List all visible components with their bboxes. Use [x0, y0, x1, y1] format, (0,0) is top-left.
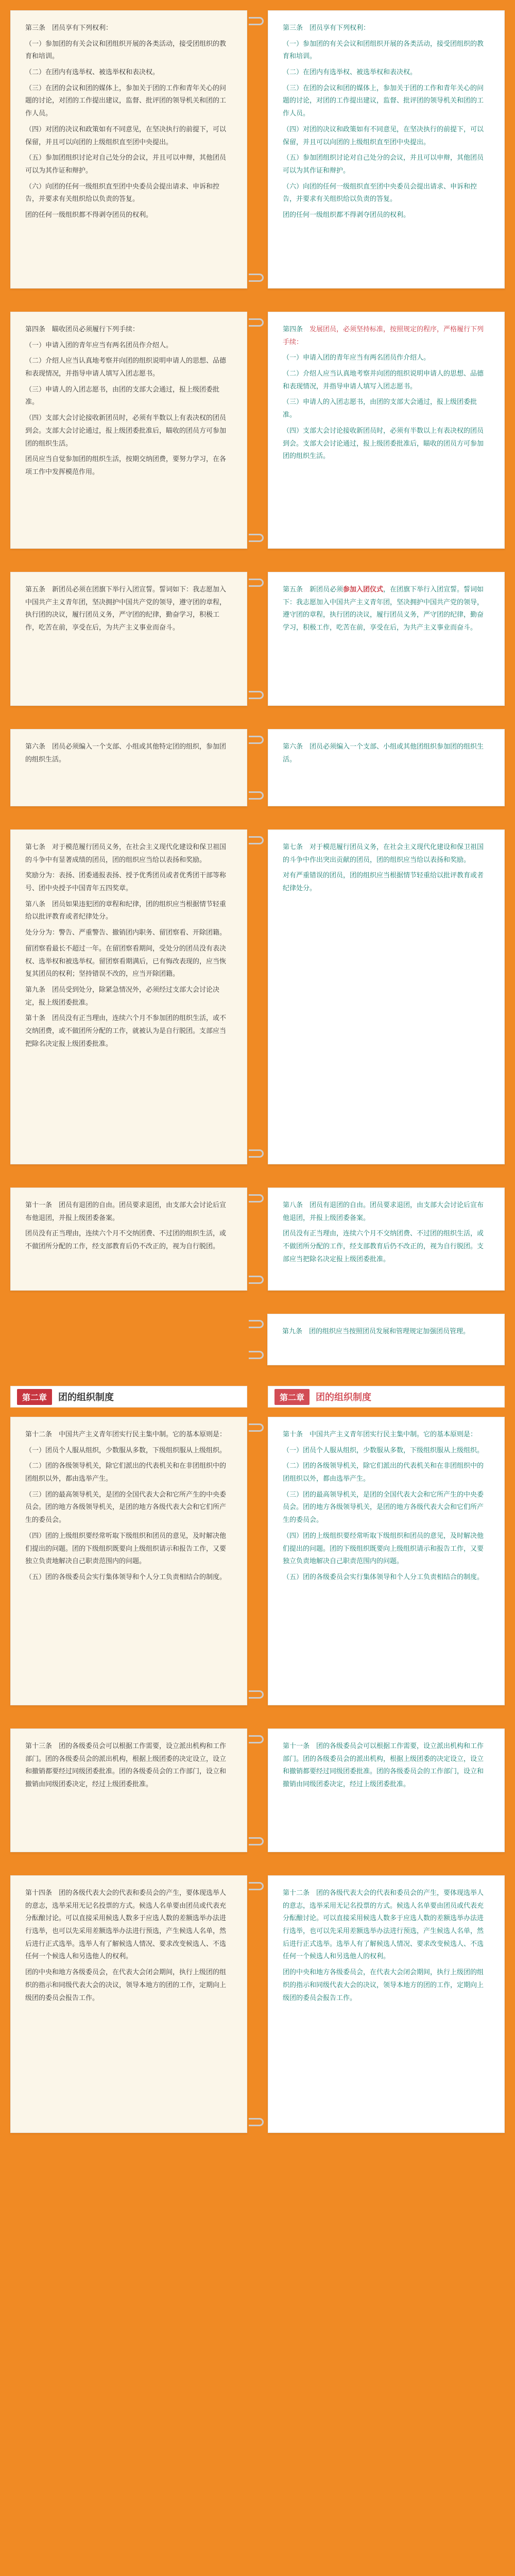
article-row: [10, 572, 505, 706]
article-row: [10, 10, 505, 289]
binder-ring-icon: [249, 579, 264, 587]
right-column: [268, 729, 505, 806]
article-row: [10, 1417, 505, 1705]
chapter-badge: 第二章: [17, 1389, 52, 1405]
paragraph: （三）申请人的入团志愿书，由团的支部大会通过，报上级团委批准。: [283, 398, 477, 419]
paragraph: 第十二条 团的各级代表大会的代表和委员会的产生，要体现选举人的意志，选举采用无记名投票的方式。候选人名单要由团员或代表充分酝酿讨论。可以直接采用候选人数多于应选人数的差额选举办法进行选举，也可以先采用差额选举办法进行预选，产生候选人名单，然后进行正式选举。选举人有了解候选人情况、要求改变候选人、不选任何一个候选人和另选他人的权利。: [283, 1889, 484, 1961]
paragraph: 第十二条 中国共产主义青年团实行民主集中制。它的基本原则是：: [25, 1431, 227, 1438]
paragraph: 第四条 瞄收团员必须履行下列手续：: [25, 326, 140, 333]
right-chapter-header: [268, 1386, 505, 1408]
left-column: [10, 1875, 247, 2133]
left-column: [10, 10, 247, 289]
right-column: [268, 1188, 505, 1291]
left-column: [10, 1728, 247, 1852]
paragraph: 第六条 团员必须编入一个支部、小组或其他特定团的组织，参加团的组织生活。: [25, 743, 227, 764]
paragraph: [283, 584, 490, 635]
left-column: [10, 829, 247, 1164]
article-row: [10, 1875, 505, 2133]
paragraph: 团员没有正当理由，连续六个月不交纳团费、不过团的组织生活，或不做团所分配的工作，经支部教育后仍不改正的，视为自行脱团。支部应当把除名决定报上级团委批准。: [283, 1230, 484, 1263]
right-column: [268, 312, 505, 549]
left-column: [10, 572, 247, 706]
binder-ring-icon: [249, 1194, 264, 1202]
paragraph: 第五条 新团员必须在团旗下举行入团宣誓。誓词如下：我志愿加入中国共产主义青年团，坚决拥护中国共产党的领导，遵守团的章程，执行团的决议，履行团员义务，严守团的纪律，勤奋学习，积极工作，吃苦在前，享受在后，为共产主义事业而奋斗。: [25, 586, 227, 632]
paragraph: 对有严重错误的团员，团的组织应当根据情节轻重给以批评教育或者纪律处分。: [283, 872, 484, 893]
article-row: [10, 829, 505, 1164]
article-text: ，在团旗下举行入团宣誓。誓词如下：我志愿加入中国共产主义青年团，坚决拥护中国共产党的领导，遵守团的章程，执行团的决议，履行团员义务，严守团的纪律，勤奋学习，积极工作，吃苦在前，享受在后，为共产主义事业而奋斗。: [283, 586, 484, 632]
paragraph: （一）申请入团的青年应当有两名团员作介绍人。: [25, 341, 173, 349]
paragraph: （一）参加团的有关会议和团组织开展的各类活动，接受团组织的教育和培训。: [25, 40, 227, 61]
paragraph: 第九条 团员受到处分，除紧急情况外，必须经过支部大会讨论决定，报上级团委批准。: [25, 986, 220, 1007]
right-column: [267, 1314, 505, 1365]
paragraph: （一）团员个人服从组织，少数服从多数，下级组织服从上级组织。: [25, 1446, 227, 1454]
binder-ring-icon: [249, 1690, 264, 1699]
paragraph: （一）团员个人服从组织，少数服从多数，下级组织服从上级组织。: [283, 1446, 484, 1454]
paragraph: 第十一条 团员有退团的自由。团员要求退团，由支部大会讨论后宣布他退团，并报上级团委备案。: [25, 1201, 227, 1222]
paragraph: 第十条 团员没有正当理由，连续六个月不参加团的组织生活，或不交纳团费，或不做团所分配的工作，就被认为是自行脱团。支部应当把除名决定报上级团委批准。: [25, 1014, 227, 1048]
paragraph: 第十三条 团的各级委员会可以根据工作需要，设立派出机构和工作部门。团的各级委员会的派出机构，根据上级团委的决定设立，设立和撤销都要经过同级团委批准。团的各级委员会的工作部门，设立和撤销由同级团委决定，经过上级团委批准。: [25, 1742, 227, 1789]
binder-ring-icon: [249, 1882, 264, 1890]
paragraph: 留团察看最长不超过一年。在留团察看期间，受处分的团员没有表决权、选举权和被选举权。留团察看期满后，已有悔改表现的，应当恢复其团员的权利；坚持错误不改的，应当开除团籍。: [25, 944, 227, 978]
right-column: [268, 1728, 505, 1852]
paragraph: 第八条 团员有退团的自由。团员要求退团，由支部大会讨论后宣布他退团，并报上级团委备案。: [283, 1201, 484, 1222]
paragraph: （三）申请人的入团志愿书，由团的支部大会通过，报上级团委批准。: [25, 385, 220, 406]
paragraph: 第十条 中国共产主义青年团实行民主集中制。它的基本原则是：: [283, 1431, 477, 1438]
paragraph: 第七条 对于模范履行团员义务，在社会主义现代化建设和保卫祖国的斗争中有显著成绩的团员，团的组织应当给以表扬和奖励。: [25, 843, 227, 864]
paragraph: [283, 324, 490, 349]
document-page: [10, 10, 505, 2576]
paragraph: （四）团的上级组织要经常听取下级组织和团员的意见，及时解决他们提出的问题。团的下级组织既要向上级组织请示和报告工作，又要独立负责地解决自己职责范围内的问题。: [283, 1532, 484, 1566]
paragraph: （五）参加团组织讨论对自己处分的会议，并且可以申辩，其他团员可以为其作证和辩护。: [283, 154, 484, 175]
binder-ring-icon: [249, 836, 264, 844]
right-column: [268, 1417, 505, 1705]
paragraph: （二）团的各级领导机关，除它们派出的代表机关和在非团组织中的团组织以外，都由选举产生。: [283, 1462, 484, 1483]
right-column: [268, 572, 505, 706]
article-row: [10, 312, 505, 549]
right-column: [268, 1875, 505, 2133]
highlighted-text: 参加入团仪式: [343, 586, 384, 594]
chapter-title: 团的组织制度: [58, 1392, 114, 1403]
paragraph: 第六条 团员必须编入一个支部、小组或其他团组织参加团的组织生活。: [283, 743, 484, 764]
chapter-header-row: [10, 1386, 505, 1408]
chapter-badge: 第二章: [274, 1389, 310, 1405]
paragraph: （三）在团的会议和团的媒体上，参加关于团的工作和青年关心的问题的讨论，对团的工作提出建议，监督、批评团的领导机关和团的工作人员。: [283, 84, 484, 118]
paragraph: 团的中央和地方各级委员会，在代表大会闭会期间，执行上级团的组织的指示和同级代表大会的决议，领导本地方的团的工作，定期向上级团的委员会报告工作。: [25, 1969, 227, 2002]
binder-ring-icon: [249, 691, 264, 699]
paragraph: 处分分为：警告、严重警告、撤销团内职务、留团察看、开除团籍。: [25, 929, 227, 937]
left-chapter-header: [10, 1386, 247, 1408]
paragraph: （五）团的各级委员会实行集体领导和个人分工负责相结合的制度。: [283, 1573, 484, 1581]
binder-ring-icon: [249, 1351, 264, 1359]
left-column: [10, 729, 247, 806]
paragraph: 第三条 团员享有下列权利：: [283, 24, 370, 32]
paragraph: （五）参加团组织讨论对自己处分的会议，并且可以申辩，其他团员可以为其作证和辩护。: [25, 154, 227, 175]
binder-ring-icon: [249, 1320, 264, 1328]
paragraph: （四）支部大会讨论接收新团员时，必须有半数以上有表决权的团员到会。支部大会讨论通过，报上级团委批准后，瞄收的团员方可参加团的组织生活。: [25, 414, 227, 448]
paragraph: （六）向团的任何一级组织直至团中央委员会提出请求、申诉和控告，并要求有关组织给以负责的答复。: [25, 182, 220, 204]
paragraph: （三）在团的会议和团的媒体上，参加关于团的工作和青年关心的问题的讨论，对团的工作提出建议，监督、批评团的领导机关和团的工作人员。: [25, 84, 227, 118]
paragraph: 第十四条 团的各级代表大会的代表和委员会的产生，要体现选举人的意志，选举采用无记名投票的方式。候选人名单要由团员或代表充分酝酿讨论。可以直接采用候选人数多于应选人数的差额选举办法进行选举，也可以先采用差额选举办法进行预选，产生候选人名单，然后进行正式选举。选举人有了解候选人情况、要求改变候选人、不选任何一个候选人和另选他人的权利。: [25, 1889, 227, 1961]
paragraph: （五）团的各级委员会实行集体领导和个人分工负责相结合的制度。: [25, 1573, 227, 1581]
paragraph: （四）团的上级组织要经常听取下级组织和团员的意见，及时解决他们提出的问题。团的下级组织既要向上级组织请示和报告工作，又要独立负责地解决自己职责范围内的问题。: [25, 1532, 227, 1566]
article-label: 第四条: [283, 326, 310, 333]
binder-ring-icon: [249, 318, 264, 327]
paragraph: 第七条 对于模范履行团员义务，在社会主义现代化建设和保卫祖国的斗争中作出突出贡献的团员，团的组织应当给以表扬和奖励。: [283, 843, 484, 864]
left-column: [10, 312, 247, 549]
paragraph: （二）介绍人应当认真地考察并向团的组织说明申请人的思想、品德和表现情况，并指导申请人填写入团志愿书。: [25, 357, 227, 378]
paragraph: 第八条 团员如果违犯团的章程和纪律，团的组织应当根据情节轻重给以批评教育或者纪律处分。: [25, 900, 227, 921]
paragraph: 第十一条 团的各级委员会可以根据工作需要，设立派出机构和工作部门。团的各级委员会的派出机构，根据上级团委的决定设立，设立和撤销都要经过同级团委批准。团的各级委员会的工作部门，设立和撤销由同级团委决定，经过上级团委批准。: [283, 1742, 484, 1789]
paragraph: （四）支部大会讨论接收新团员时，必须有半数以上有表决权的团员到会。支部大会讨论通过，报上级团委批准后，瞄收的团员方可参加团的组织生活。: [283, 427, 484, 461]
paragraph: 团的任何一级组织都不得剥夺团员的权利。: [283, 211, 410, 219]
binder-ring-icon: [249, 736, 264, 744]
paragraph: （三）团的最高领导机关，是团的全国代表大会和它所产生的中央委员会。团的地方各级领导机关，是团的地方各级代表大会和它们所产生的委员会。: [25, 1490, 227, 1524]
binder-ring-icon: [249, 17, 264, 25]
article-row: [10, 1314, 505, 1365]
chapter-title: 团的组织制度: [316, 1392, 372, 1403]
binder-ring-icon: [249, 1276, 264, 1284]
binder-ring-icon: [249, 1423, 264, 1432]
right-column: [268, 10, 505, 289]
paragraph: （三）团的最高领导机关，是团的全国代表大会和它所产生的中央委员会。团的地方各级领导机关，是团的地方各级代表大会和它们所产生的委员会。: [283, 1490, 484, 1524]
left-column: [10, 1314, 247, 1365]
paragraph: （二）在团内有选举权、被选举权和表决权。: [25, 69, 160, 77]
binder-ring-icon: [249, 534, 264, 542]
paragraph: （二）在团内有选举权、被选举权和表决权。: [283, 69, 417, 77]
paragraph: 团的中央和地方各级委员会，在代表大会闭会期间，执行上级团的组织的指示和同级代表大会的决议，领导本地方的团的工作，定期向上级团的委员会报告工作。: [283, 1969, 484, 2002]
article-text: 第五条 新团员必须: [283, 586, 344, 594]
binder-ring-icon: [249, 1837, 264, 1845]
left-column: [10, 1188, 247, 1291]
paragraph: （一）参加团的有关会议和团组织开展的各类活动，接受团组织的教育和培训。: [283, 40, 484, 61]
article-row: [10, 729, 505, 806]
binder-ring-icon: [249, 1735, 264, 1743]
paragraph: （二）团的各级领导机关，除它们派出的代表机关和在非团组织中的团组织以外，都由选举产生。: [25, 1462, 227, 1483]
paragraph: 团员应当自觉参加团的组织生活，按期交纳团费，要努力学习，在各项工作中发挥模范作用。: [25, 455, 227, 476]
highlighted-text: 发展团员，必须坚持标准，按照规定的程序，严格履行下列手续：: [283, 326, 484, 346]
left-column: [10, 1417, 247, 1705]
paragraph: 第九条 团的组织应当按照团员发展和管理规定加强团员管理。: [282, 1328, 470, 1335]
paragraph: 团员没有正当理由，连续六个月不交纳团费、不过团的组织生活，或不做团所分配的工作，经支部教育后仍不改正的，视为自行脱团。: [25, 1230, 227, 1251]
paragraph: 第三条 团员享有下列权利：: [25, 24, 113, 32]
binder-ring-icon: [249, 1149, 264, 1158]
article-row: [10, 1188, 505, 1291]
paragraph: （二）介绍人应当认真地考察并向团的组织说明申请人的思想、品德和表现情况，并指导申请人填写入团志愿书。: [283, 370, 484, 391]
paragraph: （六）向团的任何一级组织直至团中央委员会提出请求、申诉和控告，并要求有关组织给以负责的答复。: [283, 182, 477, 204]
paragraph: 团的任何一级组织都不得剥夺团员的权利。: [25, 211, 153, 219]
paragraph: （四）对团的决议和政策如有不同意见，在坚决执行的前提下，可以保留，并且可以向团的上级组织直至团中央提出。: [283, 125, 484, 146]
paragraph: （一）申请入团的青年应当有两名团员作介绍人。: [283, 354, 431, 362]
paragraph: 奖励分为：表扬、团委通报表扬、授予优秀团员或者优秀团干部等称号、团中央授予中国青年五四奖章。: [25, 872, 227, 893]
article-row: [10, 1728, 505, 1852]
binder-ring-icon: [249, 274, 264, 282]
right-column: [268, 829, 505, 1164]
binder-ring-icon: [249, 791, 264, 800]
paragraph: （四）对团的决议和政策如有不同意见，在坚决执行的前提下，可以保留，并且可以向团的上级组织直至团中央提出。: [25, 125, 227, 146]
binder-ring-icon: [249, 2118, 264, 2126]
